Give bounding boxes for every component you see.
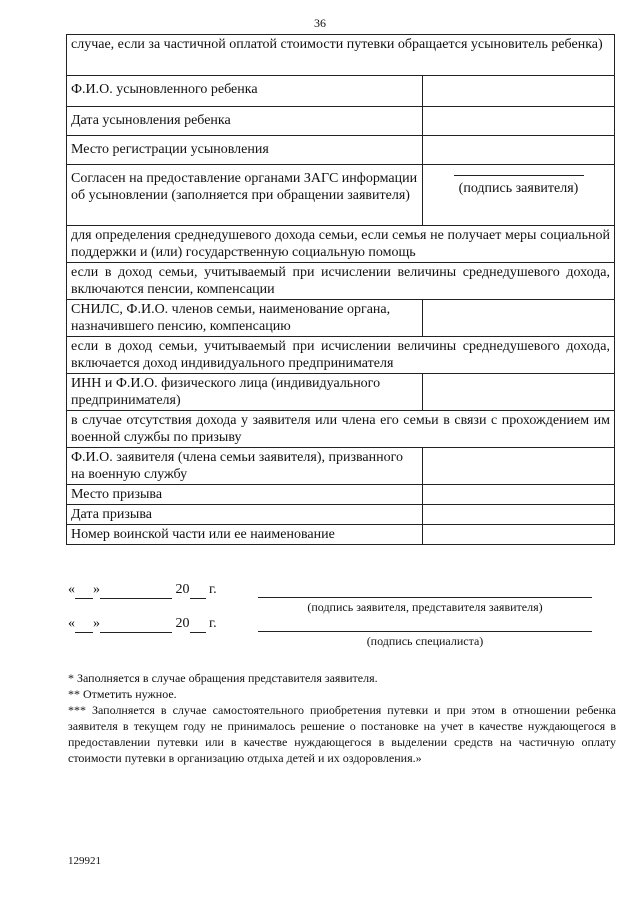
conscript-name-field[interactable] xyxy=(423,448,615,485)
applicant-month-blank[interactable] xyxy=(100,582,172,599)
table-row xyxy=(67,374,615,411)
table-row xyxy=(67,337,615,374)
table-row xyxy=(67,226,615,263)
adoption-registration-place-field[interactable] xyxy=(423,136,615,165)
footnote: *** Заполняется в случае самостоятельного приобретения путевки и при этом в отношении ребенка заявителя в текущем году не принималось решение о постановке на учет в качестве нуждающегося в предоставлении путевки или в качестве нуждающегося в выделении средств на частичную оплату стоимости путевки в организацию отдыха детей и их оздоровления.» xyxy=(68,703,616,765)
entrepreneur-field[interactable] xyxy=(423,374,615,411)
applicant-day-blank[interactable] xyxy=(75,582,93,599)
specialist-signature-line[interactable] xyxy=(258,631,592,632)
specialist-day-blank[interactable] xyxy=(75,616,93,633)
table-row xyxy=(67,107,615,136)
intro-text: случае, если за частичной оплатой стоимости путевки обращается усыновитель ребенка) xyxy=(67,35,615,76)
table-row xyxy=(67,485,615,505)
table-row xyxy=(67,76,615,107)
adoption-registration-place-label: Место регистрации усыновления xyxy=(67,136,423,165)
conscription-date-field[interactable] xyxy=(423,505,615,525)
footnotes xyxy=(68,670,616,766)
specialist-signature-caption: (подпись специалиста) xyxy=(366,634,484,648)
pensions-field[interactable] xyxy=(423,300,615,337)
adoption-date-field[interactable] xyxy=(423,107,615,136)
consent-signature-caption: (подпись заявителя) xyxy=(458,181,579,196)
table-row xyxy=(67,35,615,76)
applicant-date-line: « » 20 г. xyxy=(68,582,217,597)
conscript-name-label: Ф.И.О. заявителя (члена семьи заявителя), призванного на военную службу xyxy=(67,448,423,485)
specialist-year-blank[interactable] xyxy=(190,616,206,633)
applicant-signature-line[interactable] xyxy=(258,597,592,598)
table-row xyxy=(67,136,615,165)
table-row xyxy=(67,263,615,300)
zags-consent-label: Согласен на предоставление органами ЗАГС информации об усыновлении (заполняется при обращении заявителя) xyxy=(67,165,423,226)
conscription-place-field[interactable] xyxy=(423,485,615,505)
military-unit-label: Номер воинской части или ее наименование xyxy=(67,525,423,545)
military-header: в случае отсутствия дохода у заявителя или члена его семьи в связи с прохождением им военной службы по призыву xyxy=(67,411,615,448)
application-form-table xyxy=(66,34,615,545)
adoption-date-label: Дата усыновления ребенка xyxy=(67,107,423,136)
footnote: ** Отметить нужное. xyxy=(68,687,177,701)
specialist-month-blank[interactable] xyxy=(100,616,172,633)
table-row xyxy=(67,448,615,485)
footnote: * Заполняется в случае обращения представителя заявителя. xyxy=(68,671,378,685)
entrepreneur-header: если в доход семьи, учитываемый при исчислении величины среднедушевого дохода, включается доход индивидуального предпринимателя xyxy=(67,337,615,374)
conscription-place-label: Место призыва xyxy=(67,485,423,505)
specialist-date-line: « » 20 г. xyxy=(68,616,217,631)
entrepreneur-label: ИНН и Ф.И.О. физического лица (индивидуального предпринимателя) xyxy=(67,374,423,411)
adopted-child-name-label: Ф.И.О. усыновленного ребенка xyxy=(67,76,423,107)
applicant-signature-caption: (подпись заявителя, представителя заявителя) xyxy=(307,600,543,614)
consent-signature-field[interactable] xyxy=(423,165,615,226)
table-row xyxy=(67,411,615,448)
military-unit-field[interactable] xyxy=(423,525,615,545)
pensions-header: если в доход семьи, учитываемый при исчислении величины среднедушевого дохода, включаются пенсии, компенсации xyxy=(67,263,615,300)
table-row xyxy=(67,525,615,545)
pensions-label: СНИЛС, Ф.И.О. членов семьи, наименование органа, назначившего пенсию, компенсацию xyxy=(67,300,423,337)
table-row xyxy=(67,505,615,525)
page-number: 36 xyxy=(314,16,326,30)
table-row xyxy=(67,165,615,226)
income-section-header: для определения среднедушевого дохода семьи, если семья не получает меры социальной поддержки и (или) государственную социальную помощь xyxy=(67,226,615,263)
adopted-child-name-field[interactable] xyxy=(423,76,615,107)
table-row xyxy=(67,300,615,337)
document-number: 129921 xyxy=(68,855,101,867)
conscription-date-label: Дата призыва xyxy=(67,505,423,525)
signature-line xyxy=(454,174,584,176)
applicant-year-blank[interactable] xyxy=(190,582,206,599)
